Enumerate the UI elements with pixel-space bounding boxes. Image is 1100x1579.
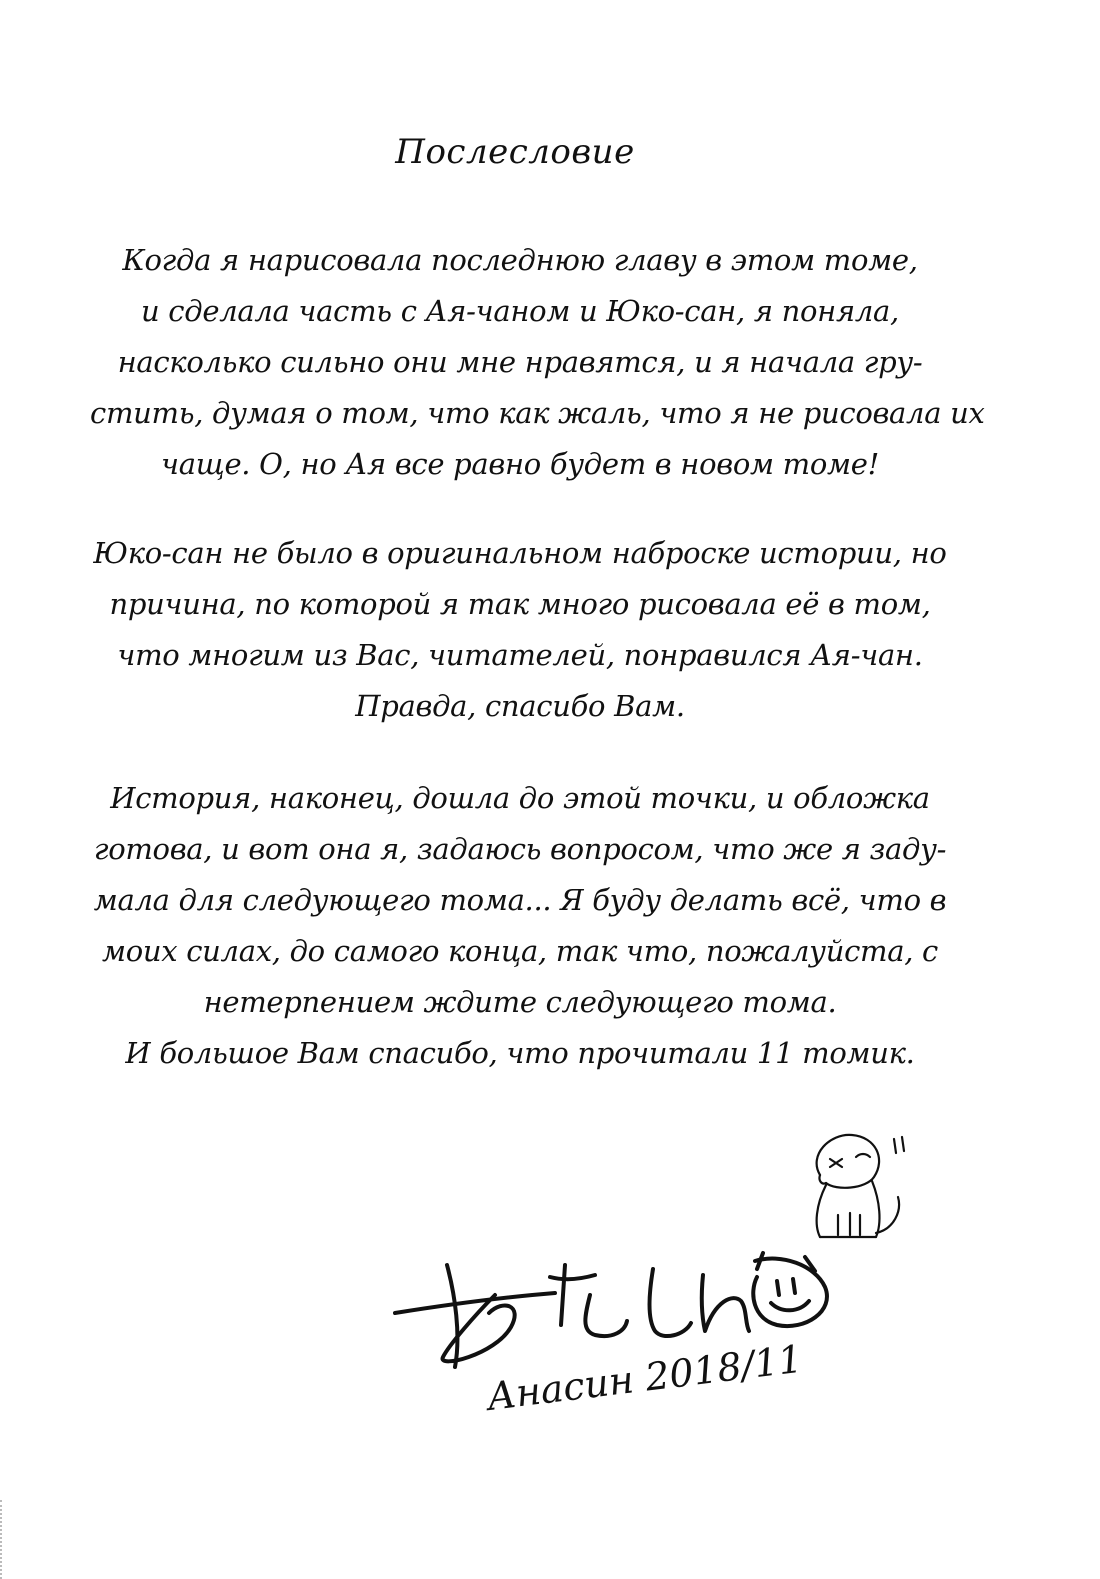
text-line: История, наконец, дошла до этой точки, и обложка	[110, 781, 930, 815]
text-line: причина, по которой я так много рисовала её в том,	[109, 587, 931, 621]
text-line: чаще. О, но Ая все равно будет в новом томе!	[160, 447, 879, 481]
text-line: мала для следующего тома... Я буду делать всё, что в	[93, 883, 947, 917]
page-title: Послесловие	[395, 132, 635, 172]
text-line: Когда я нарисовала последнюю главу в этом томе,	[122, 243, 918, 277]
text-line: моих силах, до самого конца, так что, пожалуйста, с	[101, 934, 938, 968]
page-edge-mark	[0, 1500, 5, 1579]
text-line: насколько сильно они мне нравятся, и я начала гру-	[117, 345, 923, 379]
text-line: Юко-сан не было в оригинальном наброске истории, но	[93, 536, 947, 570]
text-line: стить, думая о том, что как жаль, что я не рисовала их	[90, 396, 985, 430]
text-line: И большое Вам спасибо, что прочитали 11 томик.	[125, 1036, 915, 1070]
author-date: Анасин 2018/11	[484, 1336, 805, 1419]
paragraph-3	[90, 773, 950, 1079]
paragraph-2	[90, 528, 950, 732]
paragraph-1	[90, 235, 985, 490]
text-line: Правда, спасибо Вам.	[355, 689, 685, 723]
text-line: нетерпением ждите следующего тома.	[203, 985, 837, 1019]
text-line: что многим из Вас, читателей, понравился Ая-чан.	[117, 638, 923, 672]
text-line: готова, и вот она я, задаюсь вопросом, что же я заду-	[93, 832, 947, 866]
text-line: и сделала часть с Ая-чаном и Юко-сан, я поняла,	[141, 294, 899, 328]
